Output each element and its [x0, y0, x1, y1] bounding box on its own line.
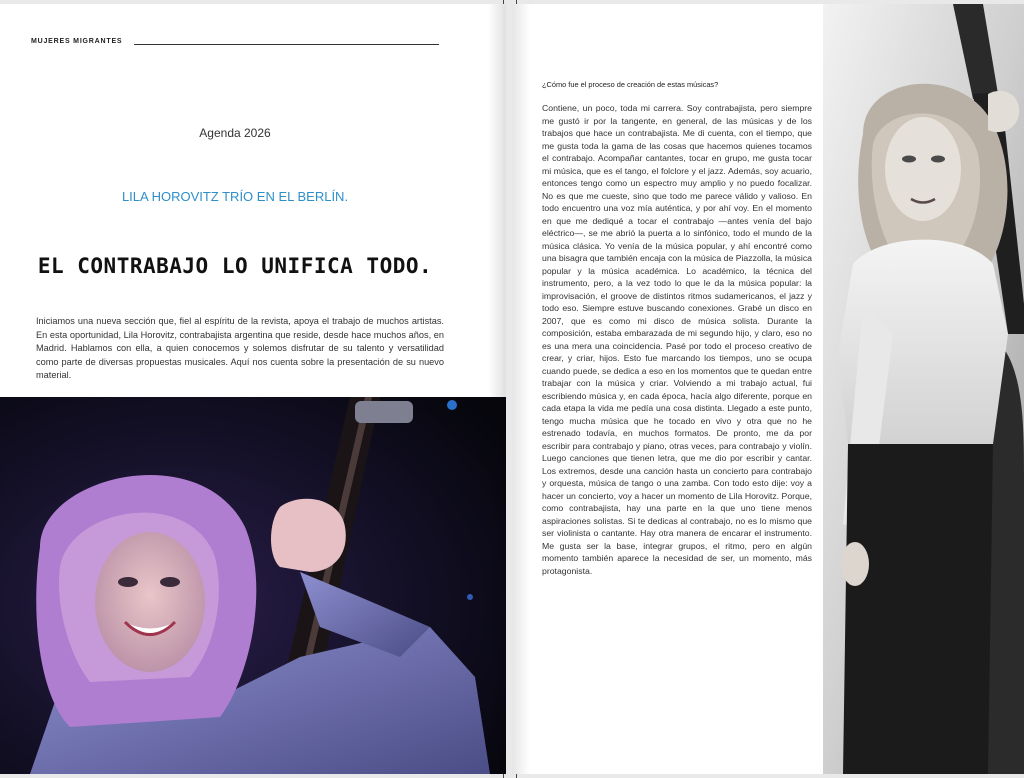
interview-question: ¿Cómo fue el proceso de creación de estas músicas?: [542, 80, 719, 89]
portrait-photo: [823, 4, 1024, 774]
gutter-shadow-right: [512, 4, 530, 774]
article-headline: EL CONTRABAJO LO UNIFICA TODO.: [37, 254, 433, 278]
interview-answer: Contiene, un poco, toda mi carrera. Soy contrabajista, pero siempre me gustó ir por la tangente, en general, de las músicas y de los trabajos que hace un contrabajista. Me di cuenta, con el tiempo, que me gusta toda la gama de las cosas que hacemos quienes tocamos el contrabajo. Acompañar cantantes, tocar en grupo, me gusta tocar mi música, que es el tango, el folclore y el jazz. Además, soy acuario, entonces tengo como un espectro muy amplio y no puedo focalizar. No es que me cueste, sino que todo me parece válido y valioso. En todo encuentro una voz mía auténtica, y por ahí voy. En el momento en que me dediqué a tocar el contrabajo —antes venía del bajo eléctrico—, se me abrió la puerta a lo sinfónico, todo el mundo de la música clásica. Yo venía de la música popular, y ahí encontré como una bisagra que también encaja con la música de Piazzolla, la música popular y la música académica. Lo académico, la técnica del instrumento, pero, a la vez todo lo que le da la música popular: la improvisación, el groove de distintos ritmos sudamericanos, el jazz y todo eso. Siempre estuve buscando conexiones. Grabé un disco en 2007, que es como mi disco de música solista. Durante la composición, estaba embarazada de mi segundo hijo, y claro, eso no es una mera una coincidencia. Pasé por todo el proceso creativo de crear, y criar, hijos. Esto fue marcando los tiempos, uno se ocupa cuando puede, se dedica a eso en los momentos que te quedan entre trabajar con la música y criar. Volviendo a mi trabajo actual, fui escribiendo música y, en cada época, hacía algo diferente, porque en cada etapa la vida me pedía una cosa distinta. Llegado a este punto, tengo mucha música que he tocado en vivo y otra que no he estrenado todavía, en muchos formatos. De pronto, me da por escribir para contrabajo y piano, otras veces, para contrabajo y violín. Luego canciones que tienen letra, que me dio por escribir y cantar. Los extremos, desde una canción hasta un concierto para contrabajo y orquesta, música de tango o una zamba. Con todo esto dije: voy a hacer un concierto, voy a hacer un momento de Lila Horovitz. Porque, como contrabajista, hay una parte en la que uno tiene menos aspiraciones solistas. Si te dedicas al contrabajo, no es lo mismo que ser violinista o cantante. Hay otra manera de encarar el instrumento. Me gusta ser la base, integrar grupos, el ritmo, pero en algún momento también aparece la necesidad de ser, un momento, más protagonista.: [542, 103, 812, 576]
section-rule: [134, 44, 439, 45]
gutter-shadow-left: [488, 4, 506, 774]
article-subtitle: LILA HOROVITZ TRÍO EN EL BERLÍN.: [121, 189, 349, 204]
intro-paragraph: Iniciamos una nueva sección que, fiel al espíritu de la revista, apoya el trabajo de muchos artistas. En esta oportunidad, Lila Horovitz, contrabajista argentina que reside, desde hace muchos años, en Madrid. Hablamos con ella, a quien conocemos y solemos disfrutar de su talento y versatilidad como parte de diversas propuestas musicales. Aquí nos cuenta sobre la presentación de su nuevo material.: [36, 316, 444, 381]
section-label: MUJERES MIGRANTES: [31, 38, 123, 45]
agenda-label: Agenda 2026: [199, 126, 271, 140]
left-page: [0, 4, 506, 774]
right-page: [512, 4, 1024, 774]
concert-photo: [0, 397, 506, 774]
